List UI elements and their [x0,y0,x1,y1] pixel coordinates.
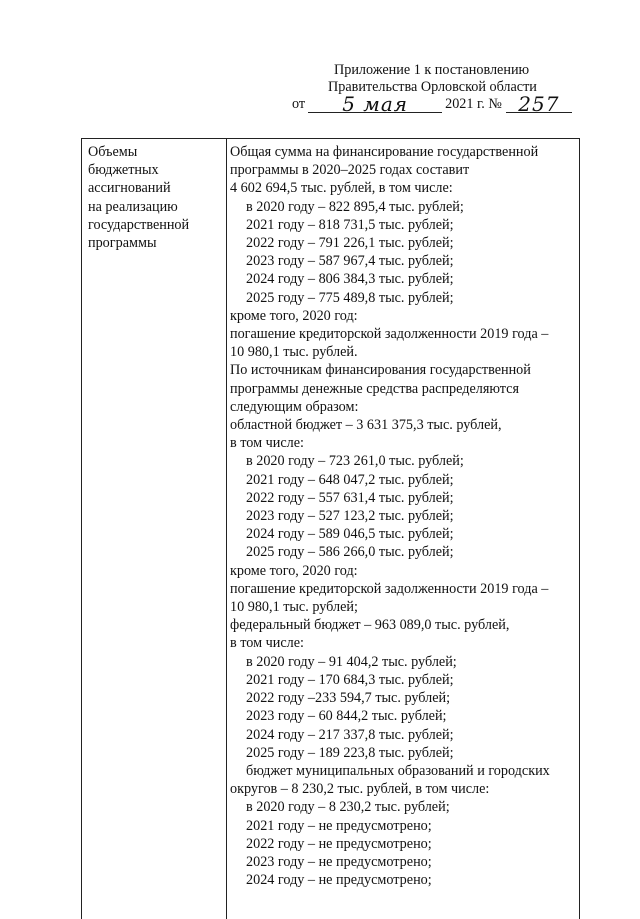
right-cell-line: федеральный бюджет – 963 089,0 тыс. рублей, [230,617,510,634]
right-cell-line: 2022 году – 791 226,1 тыс. рублей; [246,235,454,252]
header-line-2: Правительства Орловской области [328,79,537,95]
right-cell-line: 10 980,1 тыс. рублей; [230,599,358,616]
right-cell-line: округов – 8 230,2 тыс. рублей, в том числе: [230,781,490,798]
right-cell-line: 2025 году – 586 266,0 тыс. рублей; [246,544,454,561]
right-cell-line: 2021 году – 818 731,5 тыс. рублей; [246,216,454,233]
right-cell-line: в 2020 году – 822 895,4 тыс. рублей; [246,198,464,215]
right-cell-line: кроме того, 2020 год: [230,562,358,579]
right-cell-line: 2024 году – 806 384,3 тыс. рублей; [246,271,454,288]
left-cell-line: Объемы [88,144,138,160]
right-cell-line: Общая сумма на финансирование государственной [230,144,539,160]
right-cell-line: погашение кредиторской задолженности 2019 года – [230,580,549,597]
right-cell-line: 2024 году – 589 046,5 тыс. рублей; [246,526,454,543]
right-cell-line: программы в 2020–2025 годах составит [230,162,470,179]
header-line-3 [292,92,592,116]
budget-table [81,138,580,919]
right-cell [230,143,578,889]
right-cell-line: в 2020 году – 8 230,2 тыс. рублей; [246,799,450,816]
right-cell-line: в 2020 году – 723 261,0 тыс. рублей; [246,453,464,470]
right-cell-line: бюджет муниципальных образований и городских [246,762,550,779]
right-cell-line: в 2020 году – 91 404,2 тыс. рублей; [246,653,457,670]
left-cell-line: государственной [88,216,190,233]
left-cell-line: на реализацию [88,198,178,215]
right-cell-line: 2023 году – не предусмотрено; [246,853,432,870]
right-cell-line: кроме того, 2020 год: [230,307,358,324]
right-cell-line: 2025 году – 189 223,8 тыс. рублей; [246,744,454,761]
right-cell-line: программы денежные средства распределяются [230,380,519,397]
right-cell-line: 2023 году – 587 967,4 тыс. рублей; [246,253,454,270]
column-divider [226,139,227,919]
right-cell-line: следующим образом: [230,398,359,415]
right-cell-line: 2022 году – 557 631,4 тыс. рублей; [246,489,454,506]
right-cell-line: 2024 году – не предусмотрено; [246,872,432,889]
right-cell-line: 2021 году – 170 684,3 тыс. рублей; [246,671,454,688]
right-cell-line: 2021 году – не предусмотрено; [246,817,432,834]
right-cell-line: 2022 году –233 594,7 тыс. рублей; [246,690,451,707]
right-cell-line: 2024 году – 217 337,8 тыс. рублей; [246,726,454,743]
right-cell-line: 10 980,1 тыс. рублей. [230,344,358,361]
left-cell-line: ассигнований [88,180,171,197]
right-cell-line: в том числе: [230,635,304,652]
right-cell-line: областной бюджет – 3 631 375,3 тыс. рублей, [230,417,502,434]
right-cell-line: По источникам финансирования государственной [230,362,531,379]
left-cell-line: бюджетных [88,162,159,179]
right-cell-line: 2022 году – не предусмотрено; [246,835,432,852]
from-label: от [292,96,306,112]
right-cell-line: 2023 году – 60 844,2 тыс. рублей; [246,708,447,725]
left-cell-line: программы [88,235,157,252]
right-cell-line: в том числе: [230,435,304,452]
right-cell-line: 2021 году – 648 047,2 тыс. рублей; [246,471,454,488]
right-cell-line: 2025 году – 775 489,8 тыс. рублей; [246,289,454,306]
year-label: 2021 г. № [445,96,502,112]
handwritten-number: 257 [506,96,572,113]
header-line-1: Приложение 1 к постановлению [334,62,530,78]
left-cell [88,143,223,252]
appendix-header [292,62,592,116]
right-cell-line: погашение кредиторской задолженности 2019 года – [230,326,549,343]
handwritten-date: 5 мая [308,96,442,113]
right-cell-line: 4 602 694,5 тыс. рублей, в том числе: [230,180,453,197]
right-cell-line: 2023 году – 527 123,2 тыс. рублей; [246,508,454,525]
